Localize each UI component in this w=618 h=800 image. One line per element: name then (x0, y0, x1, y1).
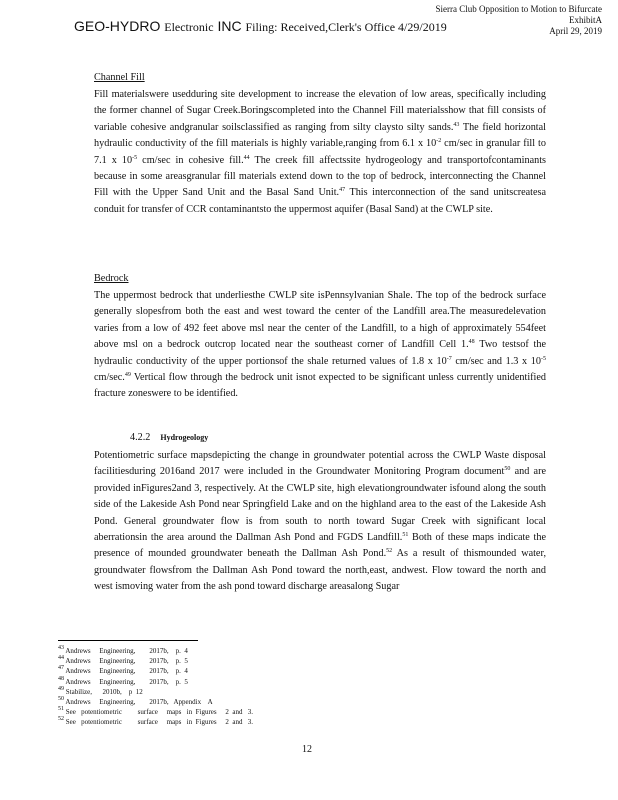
channel-fill-paragraph: Fill materialswere usedduring site development to increase the elevation of low areas, specifically including the former channel of Sugar Creek.Boringscompleted into the Channel Fill materialsshow that fill consists of variable cohesive andgranular soilsclassified as ranging from silty claysto silty sands.$^{43}$ The field horizontal hydraulic conductivity of the fill materials is highly variable,ranging from 6.1 x $10^{-2}$ cm/sec in granular fill to 7.1 x $10^{-5}$ cm/sec in cohesive fill.$^{44}$ The creek fill affectssite hydrogeology and transportofcontaminants because in some areasgranular fill materials extend down to the top of bedrock, interconnecting the Channel Fill with the Upper Sand Unit and the Basal Sand Unit.$^{47}$ This interconnection of the sand unitscreatesa conduit for transfer of CCR contaminantsto the uppermost aquifer (Basal Sand) at the CWLP site. (94, 89, 547, 215)
section-number: 4.2.2 (130, 432, 151, 443)
footnote: $^{51}$ See potentiometric surface maps in Figures 2 and 3. (58, 706, 253, 717)
page-header-left (74, 18, 447, 35)
bedrock-heading: Bedrock (94, 273, 129, 284)
hydrogeology-subheading (130, 432, 208, 443)
filing-stamp: Filing: Received,Clerk's Office 4/29/2019 (245, 20, 447, 34)
electronic-label: Electronic (164, 20, 214, 34)
exhibit-label: ExhibitA (569, 15, 602, 25)
bedrock-paragraph: The uppermost bedrock that underliesthe CWLP site isPennsylvanian Shale. The top of the bedrock surface generally slopesfrom both the east and west toward the center of the Landfill area.The measuredelevation varies from a low of 492 feet above msl near the center of the Landfill, to a high of approximately 554feet above msl on a bedrock outcrop located near the southeast corner of Landfill Cell 1.48 Two testsof the hydraulic conductivity of the upper portionsof the shale returned values of 1.8 x $10^{-7}$ cm/sec and 1.3 x $10^{-5}$ cm/sec.$^{49}$ Vertical flow through the bedrock unit isnot expected to be significant unless currently unidentified fracture zoneswere to be identified. (94, 290, 546, 400)
page-number: 12 (302, 744, 312, 755)
section-title: Hydrogeology (160, 433, 209, 442)
footnote: $^{47}$ Andrews Engineering, 2017b, p. 4 (58, 665, 188, 676)
exhibit-header (436, 4, 602, 37)
footnote: $^{43}$ Andrews Engineering, 2017b, p. 4 (58, 645, 188, 655)
footnote-divider (58, 640, 198, 641)
footnote: $^{44}$ Andrews Engineering, 2017b, p. 5 (58, 655, 188, 666)
footnote: $^{50}$ Andrews Engineering, 2017b, Appendix A (58, 696, 213, 707)
exhibit-date: April 29, 2019 (549, 26, 602, 36)
company-name: GEO-HYDRO (74, 18, 161, 34)
inc-label: INC (217, 18, 242, 34)
hydrogeology-paragraph: Potentiometric surface mapsdepicting the change in groundwater potential across the CWLP Waste disposal facilitiesduring 2016and 2017 were included in the Groundwater Monitoring Program document$^{50}$ and are provided inFigures2and 3, respectively. At the CWLP site, high elevationgroundwater isfound along the south side of the Lakeside Ash Pond near Springfield Lake and on the highland area to the east of the Lakeside Ash Pond. General groundwater flow is from south to north toward Sugar Creek with significant local aberrationsin the area around the Dallman Ash Pond and FGDS Landfill.$^{51}$ Both of these maps indicate the presence of mounded groundwater beneath the Dallman Ash Pond.$^{52}$ As a result of thismounded water, groundwater flowsfrom the Dallman Ash Pond toward the north,east, andwest. Flow toward the north and west ismoving water from the ash pond toward discharge areasalong Sugar (94, 450, 546, 593)
footnotes (58, 646, 253, 728)
footnote: $^{49}$ Stabilize, 2010b, p 12 (58, 685, 143, 696)
exhibit-case: Sierra Club Opposition to Motion to Bifurcate (435, 4, 602, 14)
footnote: $^{52}$ See potentiometric surface maps in Figures 2 and 3. (58, 716, 253, 727)
footnote: $^{48}$ Andrews Engineering, 2017b, p. 5 (58, 675, 188, 686)
channel-fill-heading: Channel Fill (94, 72, 145, 83)
